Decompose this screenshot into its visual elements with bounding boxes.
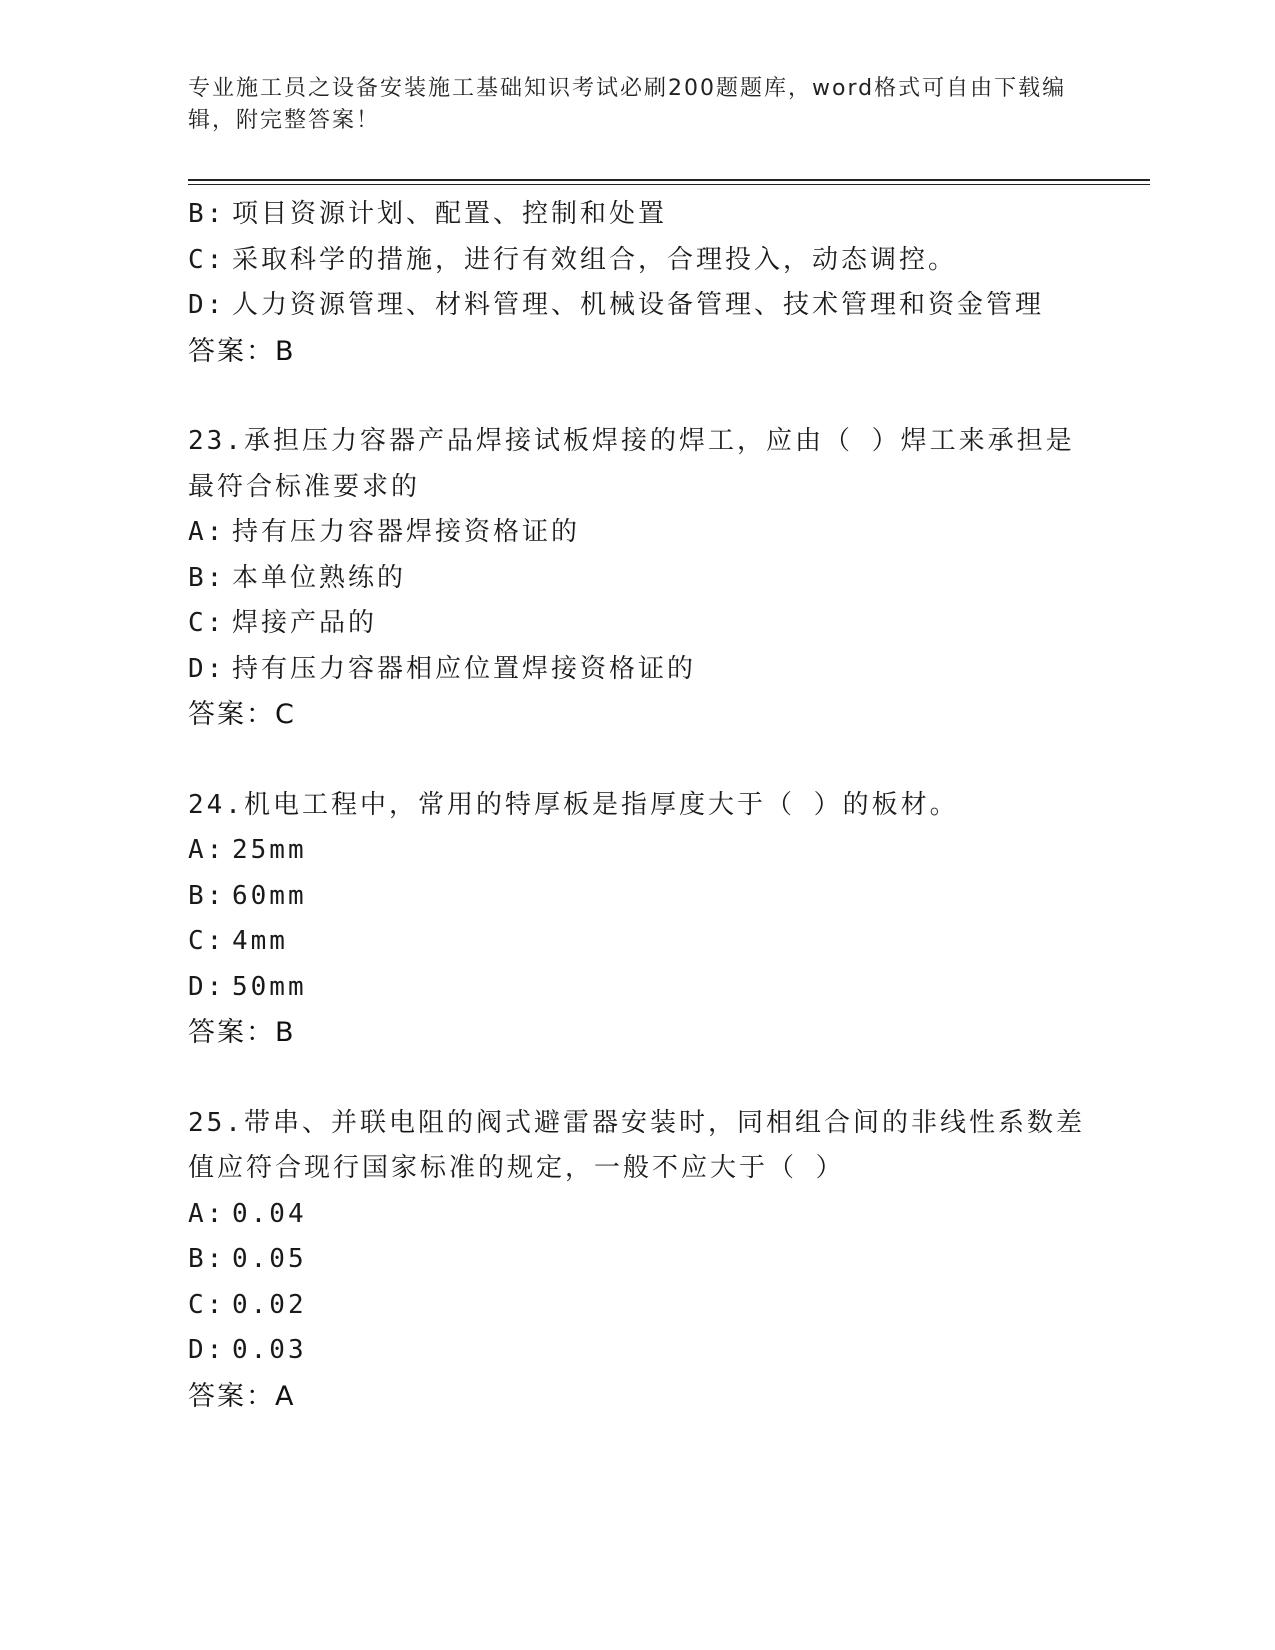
answer-line: 答案：B [188,1017,296,1048]
question-text: 25.带串、并联电阻的阀式避雷器安装时，同相组合间的非线性系数差值应符合现行国家标准的规定，一般不应大于（ ） [188,1107,1085,1183]
answer-line: 答案：C [188,699,296,730]
option-d [188,283,1088,329]
option-text: 持有压力容器焊接资格证的 [232,517,581,547]
document-header: 专业施工员之设备安装施工基础知识考试必刷200题题库，word格式可自由下载编辑，附完整答案！ [188,76,1067,133]
option-text: 60mm [232,880,307,911]
option-key: B: [188,199,226,229]
option-d [188,1328,1088,1374]
option-c [188,238,1088,284]
option-key: C: [188,608,226,638]
option-b [188,1237,1088,1283]
header-rule-thick [188,179,1150,181]
question-text: 24.机电工程中，常用的特厚板是指厚度大于（ ）的板材。 [188,789,959,820]
header-rule-thin [188,184,1150,185]
question-23 [188,419,1088,738]
answer-line: 答案：A [188,1380,296,1412]
option-text: 25mm [232,835,307,865]
answer-line: 答案：B [188,335,296,367]
option-key: D: [188,653,226,684]
option-text: 持有压力容器相应位置焊接资格证的 [232,653,697,684]
option-a [188,510,1088,556]
option-text: 项目资源计划、配置、控制和处置 [232,199,668,229]
option-text: 0.04 [232,1198,307,1229]
option-key: D: [188,290,226,320]
option-text: 0.02 [232,1289,307,1320]
continued-question [188,192,1088,374]
option-d [188,647,1088,693]
option-key: A: [188,835,226,865]
option-key: D: [188,971,226,1002]
option-b [188,192,1088,238]
option-key: B: [188,880,226,911]
question-24 [188,783,1088,1056]
option-key: C: [188,1289,226,1320]
option-c [188,1283,1088,1329]
option-key: C: [188,244,226,275]
question-25 [188,1101,1088,1420]
option-text: 0.03 [232,1335,307,1365]
option-key: D: [188,1335,226,1365]
option-key: A: [188,1198,226,1229]
option-d [188,965,1088,1011]
document-content [188,192,1088,1419]
option-a [188,1192,1088,1238]
option-text: 4mm [232,926,288,956]
option-text: 焊接产品的 [232,608,378,638]
option-text: 采取科学的措施，进行有效组合，合理投入，动态调控。 [232,244,958,275]
option-key: A: [188,517,226,547]
option-text: 0.05 [232,1244,307,1274]
option-key: C: [188,926,226,956]
option-key: B: [188,562,226,593]
option-a [188,828,1088,874]
option-text: 本单位熟练的 [232,562,407,593]
option-c [188,919,1088,965]
option-text: 50mm [232,971,307,1002]
option-key: B: [188,1244,226,1274]
option-b [188,556,1088,602]
option-text: 人力资源管理、材料管理、机械设备管理、技术管理和资金管理 [232,290,1045,320]
question-text: 23.承担压力容器产品焊接试板焊接的焊工，应由（ ）焊工来承担是最符合标准要求的 [188,426,1075,502]
option-c [188,601,1088,647]
option-b [188,874,1088,920]
